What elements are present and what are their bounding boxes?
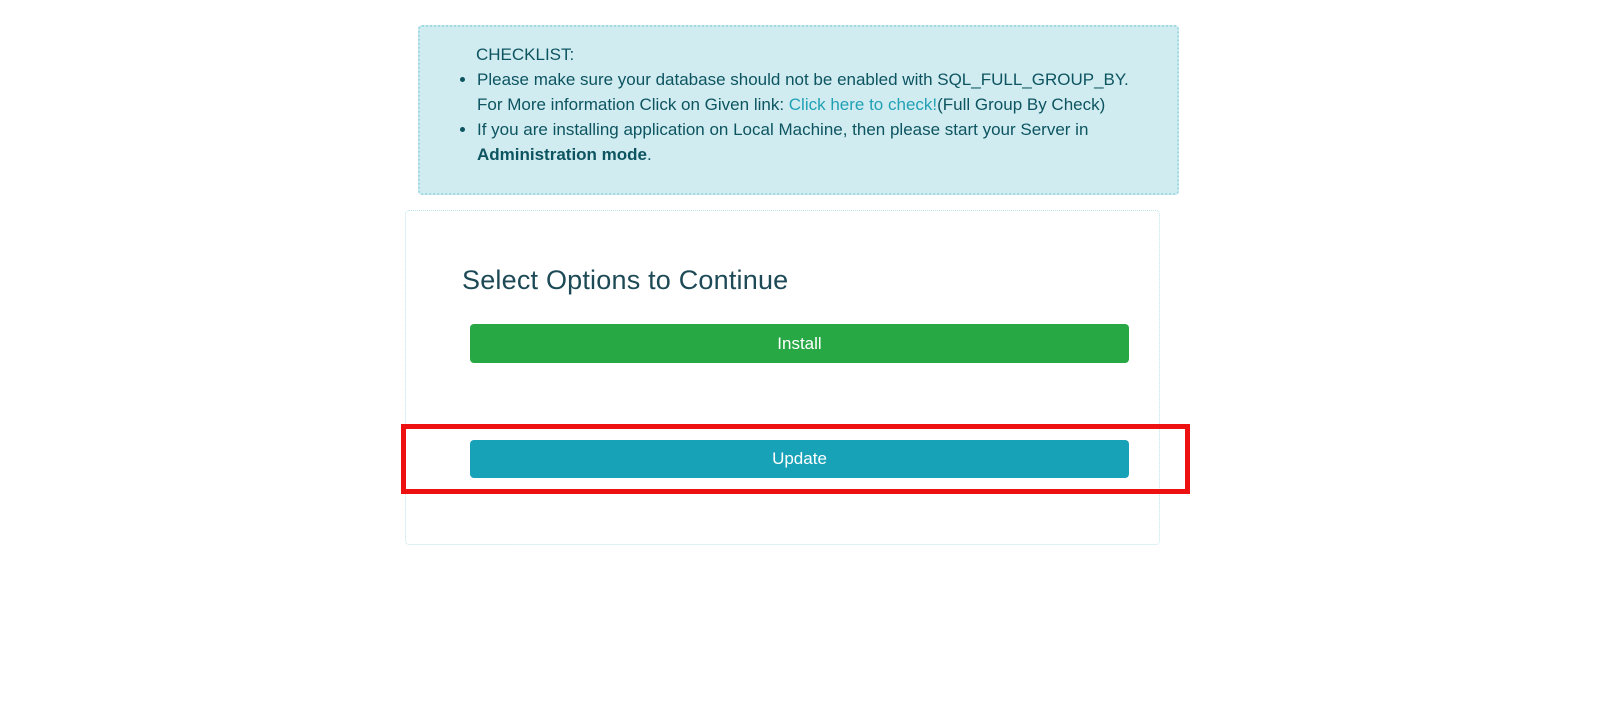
full-group-by-check-link[interactable]: Click here to check! [788,95,938,114]
checklist-item-text: (Full Group By Check) [937,95,1106,114]
checklist-title: CHECKLIST: [476,45,575,64]
checklist-item-text: . [647,145,652,164]
checklist-item-text: Please make sure your database should not be enabled with SQL_FULL_GROUP_BY. [477,70,1129,89]
checklist-item-admin-mode [477,117,1157,167]
install-button[interactable]: Install [470,324,1129,363]
checklist-alert [418,25,1179,195]
checklist-item-bold-text: Administration mode [477,145,648,164]
page-title: Select Options to Continue [462,265,789,295]
checklist-item-text: For More information Click on Given link: [477,95,789,114]
update-button[interactable]: Update [470,440,1129,478]
checklist-list [440,67,1157,167]
content-panel-outline [405,210,1160,545]
checklist-item-text: If you are installing application on Local Machine, then please start your Server in [477,120,1089,139]
checklist-item-sql-full-group-by [477,67,1157,117]
